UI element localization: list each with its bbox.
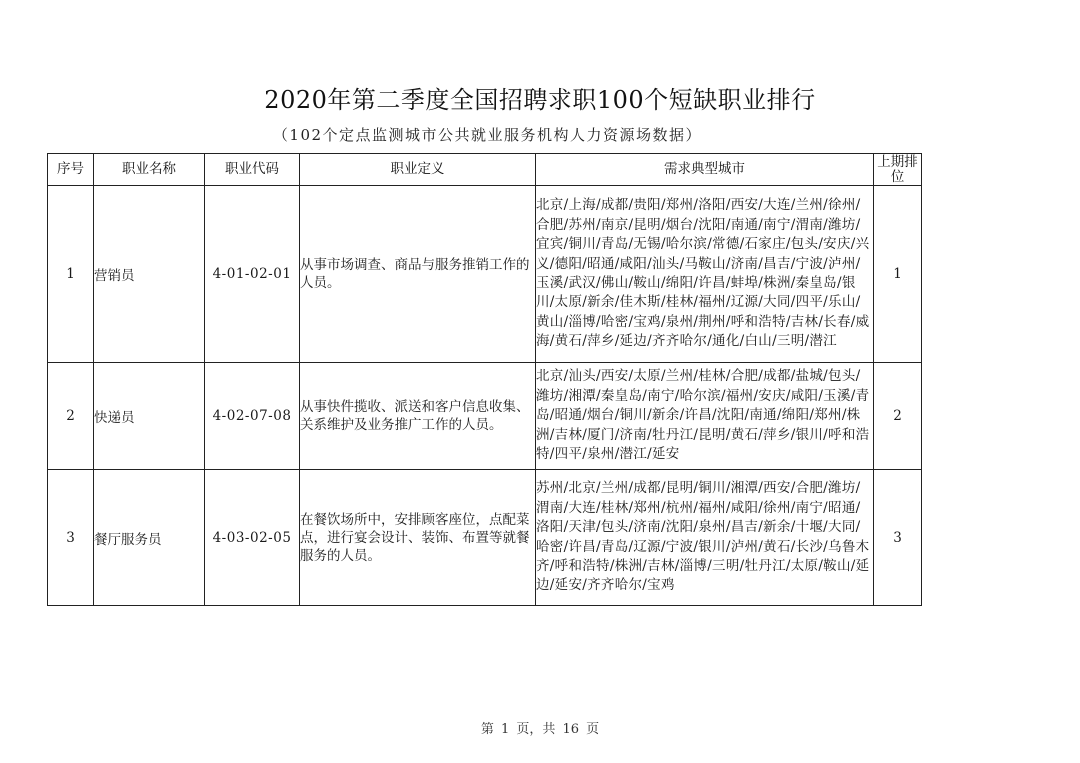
document-subtitle: （102个定点监测城市公共就业服务机构人力资源场数据） <box>272 126 703 144</box>
occupation-definition-cell: 从事市场调查、商品与服务推销工作的人员。 <box>300 186 536 363</box>
occupation-code-cell: 4-03-02-05 <box>205 470 300 606</box>
occupation-code-cell: 4-02-07-08 <box>205 363 300 470</box>
typical-cities-cell: 北京/汕头/西安/太原/兰州/桂林/合肥/成都/盐城/包头/潍坊/湘潭/秦皇岛/南宁/哈尔滨/福州/安庆/咸阳/玉溪/青岛/昭通/烟台/铜川/新余/许昌/沈阳/南通/绵阳/郑州/株洲/吉林/厦门/济南/牡丹江/昆明/黄石/萍乡/银川/呼和浩特/四平/泉州/潜江/延安 <box>536 363 874 470</box>
previous-rank-cell: 1 <box>874 186 922 363</box>
header-rank: 序号 <box>48 154 94 186</box>
previous-rank-cell: 3 <box>874 470 922 606</box>
table-row <box>48 470 922 606</box>
occupation-name-cell: 快递员 <box>94 363 205 470</box>
typical-cities-cell: 苏州/北京/兰州/成都/昆明/铜川/湘潭/西安/合肥/潍坊/渭南/大连/桂林/郑州/杭州/福州/咸阳/徐州/南宁/昭通/洛阳/天津/包头/济南/沈阳/泉州/昌吉/新余/十堰/大同/哈密/许昌/青岛/辽源/宁波/银川/泸州/黄石/长沙/乌鲁木齐/呼和浩特/株洲/吉林/淄博/三明/牡丹江/太原/鞍山/延边/延安/齐齐哈尔/宝鸡 <box>536 470 874 606</box>
header-occupation-definition: 职业定义 <box>300 154 536 186</box>
page-number-footer: 第 1 页，共 16 页 <box>480 722 600 737</box>
table-row <box>48 363 922 470</box>
previous-rank-cell: 2 <box>874 363 922 470</box>
occupation-definition-cell: 从事快件揽收、派送和客户信息收集、关系维护及业务推广工作的人员。 <box>300 363 536 470</box>
header-previous-rank: 上期排位 <box>874 154 922 186</box>
table-header-row <box>48 154 922 186</box>
occupation-definition-cell: 在餐饮场所中，安排顾客座位，点配菜点，进行宴会设计、装饰、布置等就餐服务的人员。 <box>300 470 536 606</box>
header-occupation-code: 职业代码 <box>205 154 300 186</box>
rank-cell: 2 <box>48 363 94 470</box>
header-occupation-name: 职业名称 <box>94 154 205 186</box>
typical-cities-cell: 北京/上海/成都/贵阳/郑州/洛阳/西安/大连/兰州/徐州/合肥/苏州/南京/昆明/烟台/沈阳/南通/南宁/渭南/潍坊/宜宾/铜川/青岛/无锡/哈尔滨/常德/石家庄/包头/安庆/兴义/德阳/昭通/咸阳/汕头/马鞍山/济南/昌吉/宁波/泸州/玉溪/武汉/佛山/鞍山/绵阳/许昌/蚌埠/株洲/秦皇岛/银川/太原/新余/佳木斯/桂林/福州/辽源/大同/四平/乐山/黄山/淄博/哈密/宝鸡/泉州/荆州/呼和浩特/吉林/长春/威海/黄石/萍乡/延边/齐齐哈尔/通化/白山/三明/潜江 <box>536 186 874 363</box>
table-row <box>48 186 922 363</box>
header-typical-cities: 需求典型城市 <box>536 154 874 186</box>
occupation-code-cell: 4-01-02-01 <box>205 186 300 363</box>
rank-cell: 3 <box>48 470 94 606</box>
document-title: 2020年第二季度全国招聘求职100个短缺职业排行 <box>264 86 816 114</box>
occupation-name-cell: 营销员 <box>94 186 205 363</box>
occupation-name-cell: 餐厅服务员 <box>94 470 205 606</box>
shortage-occupations-table <box>47 153 922 606</box>
rank-cell: 1 <box>48 186 94 363</box>
